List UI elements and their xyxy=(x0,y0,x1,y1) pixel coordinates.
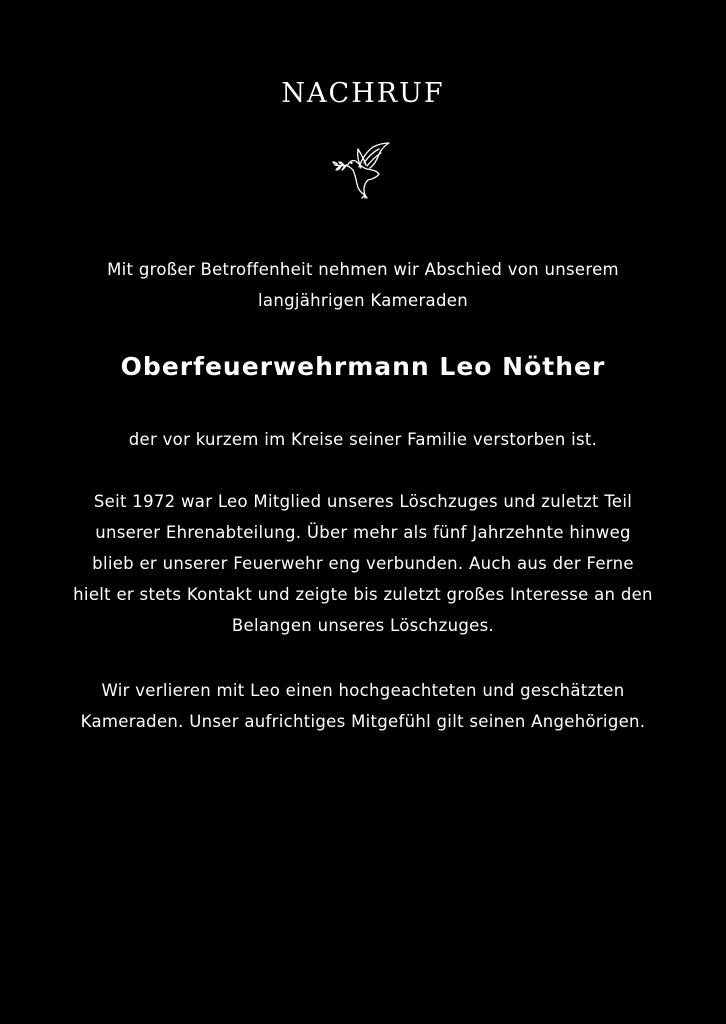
page-title: NACHRUF xyxy=(281,78,445,109)
closing-paragraph xyxy=(30,675,696,737)
text-line: Kameraden. Unser aufrichtiges Mitgefühl gilt seinen Angehörigen. xyxy=(80,712,646,731)
deceased-name: Oberfeuerwehrmann Leo Nöther xyxy=(120,352,606,381)
dove-with-olive-branch-icon xyxy=(331,141,393,199)
intro-paragraph xyxy=(30,254,696,316)
text-line: hielt er stets Kontakt und zeigte bis zuletzt großes Interesse an den xyxy=(73,585,653,604)
text-line: Mit großer Betroffenheit nehmen wir Abschied von unserem xyxy=(107,260,619,279)
text-line: der vor kurzem im Kreise seiner Familie verstorben ist. xyxy=(128,430,598,449)
text-line: blieb er unserer Feuerwehr eng verbunden. Auch aus der Ferne xyxy=(92,554,634,573)
text-line: unserer Ehrenabteilung. Über mehr als fünf Jahrzehnte hinweg xyxy=(95,523,631,542)
text-line: langjährigen Kameraden xyxy=(258,291,468,310)
text-line: Seit 1972 war Leo Mitglied unseres Löschzuges und zuletzt Teil xyxy=(93,492,633,511)
text-line: Wir verlieren mit Leo einen hochgeachteten und geschätzten xyxy=(101,681,625,700)
biography-paragraph xyxy=(30,486,696,641)
text-line: Belangen unseres Löschzuges. xyxy=(231,616,495,635)
death-statement xyxy=(30,424,696,455)
